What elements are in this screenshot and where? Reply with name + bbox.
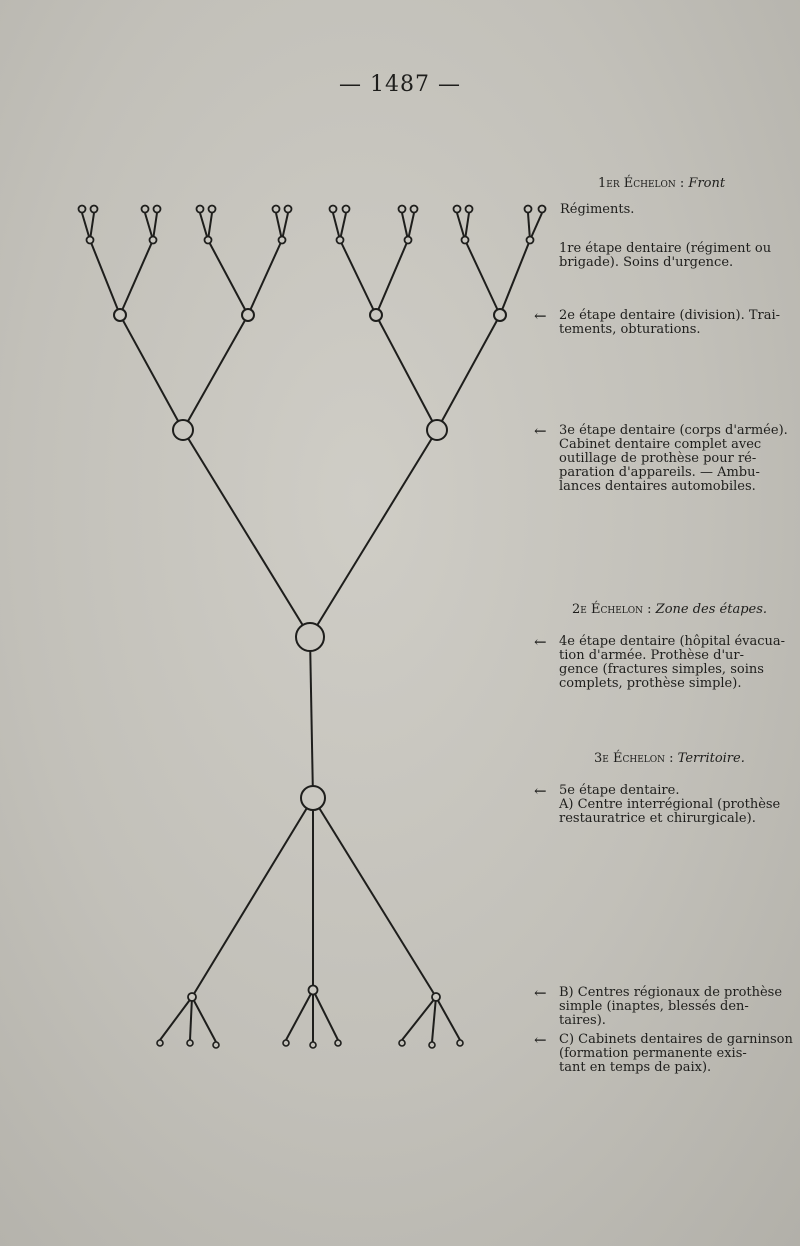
echelon-1-prefix: 1er Échelon : <box>598 176 689 191</box>
echelon-2-zone: Zone des étapes. <box>655 602 768 617</box>
stage-1-line-1: 1re étape dentaire (régiment ou <box>559 241 772 256</box>
stage-5-line-1: 5e étape dentaire. <box>559 783 680 798</box>
echelon-2-heading <box>572 603 767 617</box>
stage-4-line-4: complets, prothèse simple). <box>559 676 742 691</box>
stage-5-arrow: ← <box>534 782 547 800</box>
regional-centres-label <box>559 986 782 1028</box>
stage-4-line-3: gence (fractures simples, soins <box>559 662 764 677</box>
step2-nodes <box>114 309 506 321</box>
rear-branches <box>160 637 460 1042</box>
stage-5-line-2: A) Centre interrégional (prothèse <box>559 797 781 812</box>
stage-3-label <box>559 424 788 494</box>
echelon-1-heading <box>598 177 725 191</box>
regiment-nodes <box>79 206 546 213</box>
stage-2-line-1: 2e étape dentaire (division). Trai- <box>559 308 781 323</box>
regional-centres-line-3: taires). <box>559 1013 606 1028</box>
regiments-label: Régiments. <box>560 202 635 217</box>
garrison-cabinet-nodes <box>157 1040 463 1048</box>
stage-3-line-3: outillage de prothèse pour ré- <box>559 451 757 466</box>
step5-node <box>301 786 325 810</box>
echelon-3-zone: Territoire. <box>677 751 745 766</box>
echelon-2-prefix: 2e Échelon : <box>572 602 656 617</box>
step3-nodes <box>173 420 447 440</box>
echelon-3-heading <box>594 752 745 766</box>
stage-3-line-5: lances dentaires automobiles. <box>559 479 756 494</box>
stage-5-line-3: restauratrice et chirurgicale). <box>559 811 756 826</box>
garrison-cabinets-label <box>559 1033 793 1075</box>
garrison-cabinets-line-3: tant en temps de paix). <box>559 1060 712 1075</box>
front-branches <box>82 213 542 637</box>
stage-2-arrow: ← <box>534 307 547 325</box>
stage-4-line-1: 4e étape dentaire (hôpital évacua- <box>559 634 786 649</box>
stage-1-line-2: brigade). Soins d'urgence. <box>559 255 734 270</box>
stage-1-label <box>559 242 771 270</box>
stage-2-line-2: tements, obturations. <box>559 322 701 337</box>
echelon-1-zone: Front <box>688 176 726 191</box>
stage-4-line-2: tion d'armée. Prothèse d'ur- <box>559 648 745 663</box>
step4-node <box>296 623 324 651</box>
stage-2-label <box>559 309 780 337</box>
regional-centres-line-2: simple (inaptes, blessés den- <box>559 999 749 1014</box>
garrison-cabinets-line-2: (formation permanente exis- <box>559 1046 747 1061</box>
step1-nodes <box>87 237 534 244</box>
stage-5-label <box>559 784 780 826</box>
stage-3-line-4: paration d'appareils. — Ambu- <box>559 465 760 480</box>
stage-4-label <box>559 635 785 691</box>
regional-centres-arrow: ← <box>534 984 547 1002</box>
stage-3-line-2: Cabinet dentaire complet avec <box>559 437 762 452</box>
echelon-3-prefix: 3e Échelon : <box>594 751 678 766</box>
garrison-cabinets-arrow: ← <box>534 1031 547 1049</box>
stage-4-arrow: ← <box>534 633 547 651</box>
garrison-cabinets-line-1: C) Cabinets dentaires de garninson <box>559 1032 793 1047</box>
stage-3-line-1: 3e étape dentaire (corps d'armée). <box>559 423 788 438</box>
regional-centres-line-1: B) Centres régionaux de prothèse <box>559 985 783 1000</box>
stage-3-arrow: ← <box>534 422 547 440</box>
page-number: — 1487 — <box>339 72 461 97</box>
